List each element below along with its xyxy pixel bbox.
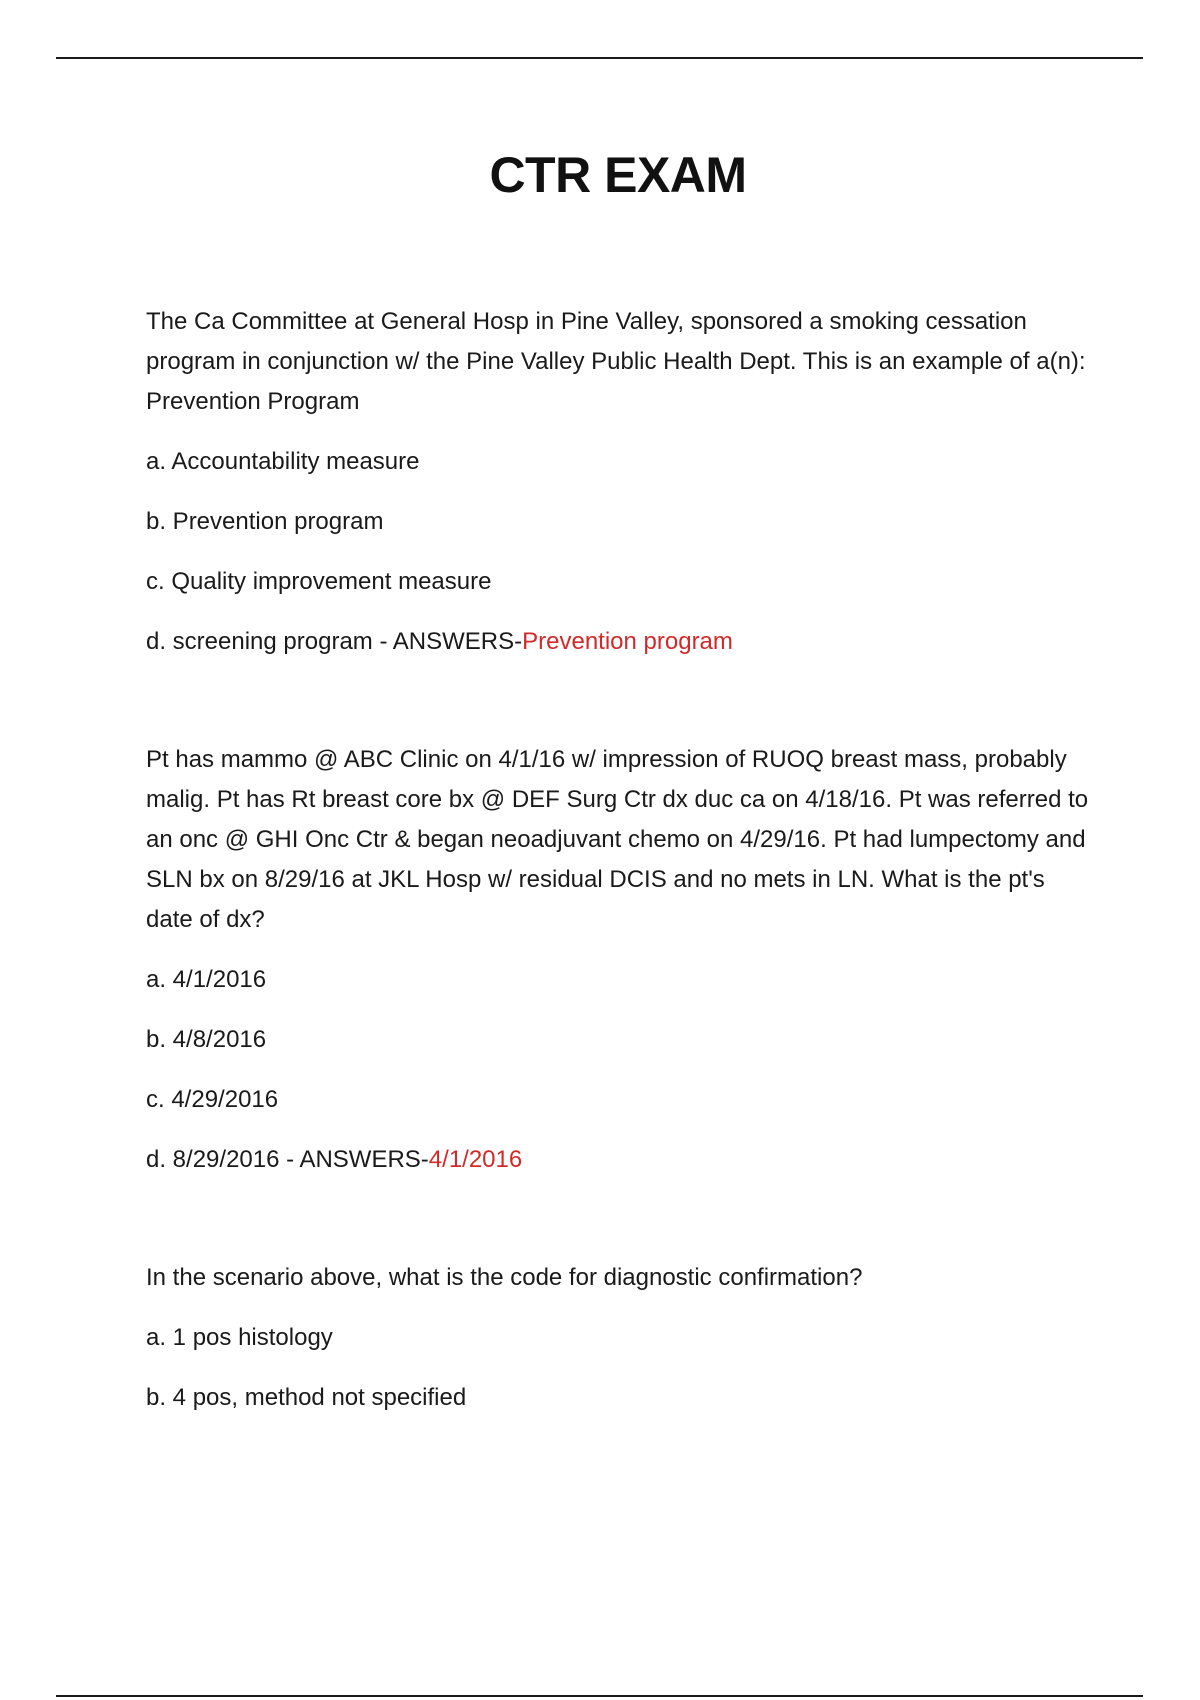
- answer-option-with-key: [146, 622, 1096, 662]
- question-text: Pt has mammo @ ABC Clinic on 4/1/16 w/ impression of RUOQ breast mass, probably malig. Pt has Rt breast core bx @ DEF Surg Ctr dx duc ca on 4/18/16. Pt was referred to an onc @ GHI Onc Ctr & began neoadjuvant chemo on 4/29/16. Pt had lumpectomy and SLN bx on 8/29/16 at JKL Hosp w/ residual DCIS and no mets in LN. What is the pt's date of dx?: [146, 746, 1089, 933]
- top-rule: [56, 57, 1143, 59]
- bottom-rule: [56, 1695, 1143, 1697]
- page-title: CTR EXAM: [489, 147, 747, 203]
- answer-option: b. Prevention program: [146, 508, 384, 535]
- answer-option-text: d. 8/29/2016 - ANSWERS-: [146, 1146, 429, 1173]
- question-spacer: [146, 662, 1096, 740]
- question-spacer: [146, 1180, 1096, 1258]
- answer-option: a. Accountability measure: [146, 448, 420, 475]
- question-block: [146, 302, 1096, 662]
- answer-option: b. 4/8/2016: [146, 1026, 267, 1053]
- answer-option-with-key: [146, 1140, 1096, 1180]
- question-text: In the scenario above, what is the code for diagnostic confirmation?: [146, 1264, 863, 1291]
- answer-option: b. 4 pos, method not specified: [146, 1384, 467, 1411]
- correct-answer: Prevention program: [522, 628, 733, 655]
- answer-option: a. 1 pos histology: [146, 1324, 333, 1351]
- answer-option-text: d. screening program - ANSWERS-: [146, 628, 523, 655]
- document-body: [146, 302, 1096, 1418]
- question-block: [146, 740, 1096, 1180]
- question-block: [146, 1258, 1096, 1418]
- answer-option: c. 4/29/2016: [146, 1086, 279, 1113]
- correct-answer: 4/1/2016: [428, 1146, 523, 1173]
- question-text: The Ca Committee at General Hosp in Pine Valley, sponsored a smoking cessation program in conjunction w/ the Pine Valley Public Health Dept. This is an example of a(n): Prevention Program: [146, 308, 1086, 415]
- answer-option: c. Quality improvement measure: [146, 568, 492, 595]
- answer-option: a. 4/1/2016: [146, 966, 267, 993]
